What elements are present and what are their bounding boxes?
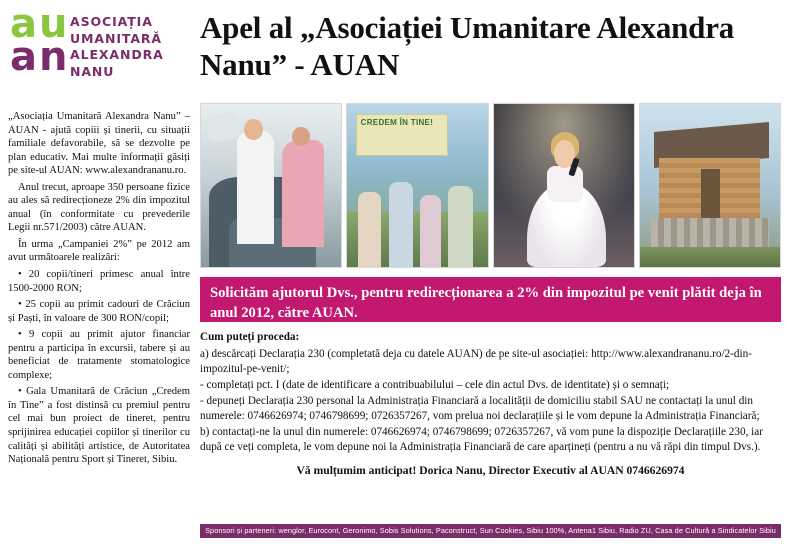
doctor-figure-shape: [282, 140, 324, 248]
footer-left-filler: [8, 524, 190, 538]
nurse-figure-shape: [237, 130, 273, 244]
page-title: Apel al „Asociației Umanitare Alexandra Nanu” - AUAN: [200, 10, 735, 82]
auan-logo: [8, 1, 193, 93]
bullet-item: • Gala Umanitară de Crăciun „Credem în Tine” a fost distinsă cu premiul pentru cel mai bun proiect de tineret, pentru sprijinirea educației copiilor și tinerilor cu calități și abilități artistice, de Autoritatea Națională pentru Sport și Tineret, Sibiu.: [8, 386, 190, 466]
logo-organization-name: ASOCIAȚIA UMANITARĂ ALEXANDRA NANU: [70, 14, 164, 79]
paragraph: Anul trecut, aproape 350 persoane fizice au ales să redirecționeze 2% din impozitul anual (în conformitate cu prevederile Legii nr.571/2003) către AUAN.: [8, 181, 190, 234]
bullet-item: • 25 copii au primit cadouri de Crăciun și Paști, în valoare de 300 RON/copil;: [8, 299, 190, 324]
photo-wooden-house: [639, 103, 781, 268]
logo-monogram-line1: au: [10, 1, 70, 47]
photo-singing-girl: [493, 103, 635, 268]
bullet-item: • 20 copii/tineri primesc anual între 1500-2000 RON;: [8, 269, 190, 294]
child-figure-shape: [389, 182, 413, 267]
procedure-line: a) descărcați Declarația 230 (completată deja cu datele AUAN) de pe site-ul asociației: http://www.alexandrananu.ro/2-din-impozitul-pe-venit/;: [200, 348, 752, 375]
logo-monogram: [10, 1, 70, 80]
procedure-line: - completați pct. I (date de identificare a contribuabilului – cele din actul Dvs. de identitate) și o semnați;: [200, 379, 670, 391]
child-figure-shape: [358, 192, 380, 267]
bullet-item: • 9 copii au primit ajutor financiar pentru a participa în excursii, tabere și au beneficiat de tratamente stomatologice complexe;: [8, 329, 190, 381]
paragraph: În urma „Campaniei 2%” pe 2012 am avut următoarele realizări:: [8, 238, 190, 264]
grass-shape: [640, 247, 780, 267]
nurse-head-shape: [244, 119, 262, 140]
child-figure-shape: [420, 195, 441, 267]
banner-caption: CREDEM ÎN TINE!: [360, 117, 434, 127]
torso-shape: [547, 166, 583, 202]
paragraph: „Asociația Umanitară Alexandra Nanu” – AUAN - ajută copiii și tinerii, cu situații familiale defavorabile, să se dezvolte pe plan educativ. Mai multe informații găsiți pe site-ul AUAN: www.alexandrananu.ro.: [8, 111, 190, 177]
sponsors-footer: Sponsori și parteneri: wenglor, Eurocont, Geronimo, Sobis Solutions, Paconstruct, Sun Cookies, Sibiu 100%, Antena1 Sibiu, Radio ZU, Casa de Cultură a Sindicatelor Sibiu: [200, 524, 781, 538]
photo-children-banner: [346, 103, 488, 268]
procedure-line: - depuneți Declarația 230 personal la Administrația Financiară a localității de domiciliu stabil SAU ne contactați la unul din numerele: 0746626974; 0746798699; 0726357267, vom prelua noi declarațiile și le vom depune la Administrația Financiară;: [200, 395, 760, 422]
procedure-lead: Cum puteți proceda:: [200, 331, 300, 343]
procedure-line: b) contactați-ne la unul din numerele: 0746626974; 0746798699; 0726357267, vă vom pune la dispoziție Declarațiile 230, iar după ce veți completa, le vom depune noi la Administrația Financiară de care aparțineți (pentru a nu vă răpi din timpul Dvs.).: [200, 426, 763, 453]
call-to-action-band: Solicităm ajutorul Dvs., pentru redirecționarea a 2% din impozitul pe venit plătit deja în anul 2012, către AUAN.: [200, 277, 781, 322]
logo-monogram-line2: an: [10, 33, 70, 80]
photo-strip: [200, 103, 781, 268]
child-figure-shape: [448, 186, 473, 268]
banner-credem-in-tine: [356, 114, 449, 156]
door-shape: [701, 169, 719, 218]
photo-dental-cabinet: [200, 103, 342, 268]
thanks-signature: Vă mulțumim anticipat! Dorica Nanu, Director Executiv al AUAN 0746626974: [296, 464, 685, 477]
left-column-text: [8, 110, 190, 470]
procedure-section: [200, 330, 781, 480]
